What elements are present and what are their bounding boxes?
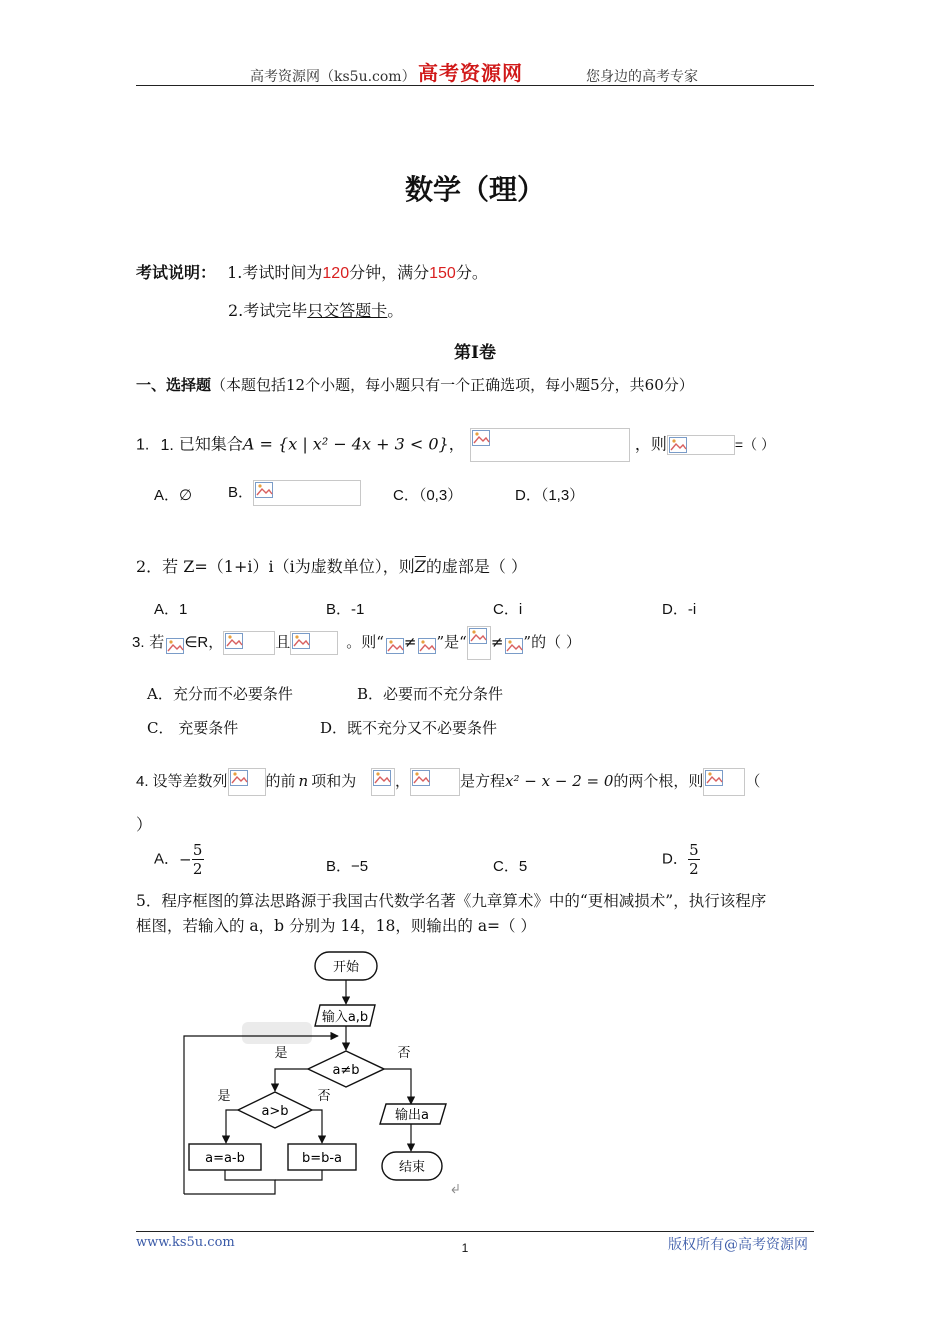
question-4-closing-paren: ） <box>136 815 153 834</box>
flowchart-cond2-label: a>b <box>261 1104 289 1119</box>
exam-notes-line1: 考试说明： 1.考试时间为120分钟，满分150分。 <box>136 263 488 282</box>
image-placeholder-q3-var <box>164 633 184 653</box>
image-placeholder-option-b <box>253 480 361 506</box>
broken-image-icon <box>386 638 404 654</box>
volume-heading: 第Ⅰ卷 <box>454 343 496 363</box>
broken-image-icon <box>373 770 391 786</box>
flowchart-end-label: 结束 <box>398 1160 426 1175</box>
blurred-mark <box>242 1022 312 1044</box>
image-placeholder-set-b <box>470 428 630 462</box>
image-placeholder-q4-s <box>371 768 395 796</box>
image-placeholder-q3-e <box>467 626 491 660</box>
flowchart-input-label: 输入a,b <box>321 1010 369 1025</box>
q1-option-d: D．（1,3） <box>515 487 585 504</box>
exam-time: 120 <box>322 265 350 282</box>
broken-image-icon <box>469 628 487 644</box>
notes-label: 考试说明： <box>136 263 217 282</box>
flowchart-assign-a-label: a=a-b <box>205 1151 245 1166</box>
flowchart-assign-b-label: b=b-a <box>301 1151 343 1166</box>
question-1: 1. 1. 已知集合A = {x | x² − 4x + 3 < 0}， ，则 =（ ） <box>136 428 775 462</box>
broken-image-icon <box>418 638 436 654</box>
exam-score: 150 <box>429 265 456 282</box>
broken-image-icon <box>230 770 248 786</box>
q2-option-d: D．-i <box>662 601 697 618</box>
q3-option-c: C． 充要条件 <box>147 719 239 737</box>
image-placeholder-q3-b <box>290 631 338 655</box>
image-placeholder-q4-ask <box>703 768 745 796</box>
question-3: 3. 若 ∈R， 且 。则“ ≠ ”是“ ≠ ”的（ ） <box>132 626 581 660</box>
exam-notes-line2: 2.考试完毕只交答题卡。 <box>228 301 404 320</box>
header-left: 高考资源网（ks5u.com） <box>250 69 416 85</box>
image-placeholder-q3-c <box>384 633 404 653</box>
section-heading: 一、选择题（本题包括12个小题，每小题只有一个正确选项，每小题5分，共60分） <box>136 376 694 394</box>
flowchart-no2-label: 否 <box>317 1089 331 1104</box>
q4-option-a: A．− $\frac{5}{2}$ <box>154 841 203 878</box>
broken-image-icon <box>705 770 723 786</box>
broken-image-icon <box>505 638 523 654</box>
header-logo: 高考资源网 <box>418 61 523 85</box>
q4-option-c: C．5 <box>493 858 528 875</box>
footer-right: 版权所有@高考资源网 <box>668 1237 808 1253</box>
footer-rule <box>136 1231 814 1232</box>
header-right: 您身边的高考专家 <box>586 69 698 85</box>
image-placeholder-q3-a <box>223 631 275 655</box>
broken-image-icon <box>166 638 184 654</box>
question-5-line2: 框图，若输入的 a，b 分别为 14，18，则输出的 a=（ ） <box>136 917 536 935</box>
q1-option-a: A．∅ <box>154 486 193 504</box>
paragraph-return-icon <box>452 1184 458 1193</box>
flowchart-no1-label: 否 <box>397 1046 411 1061</box>
image-placeholder-set-op <box>667 435 735 455</box>
q2-option-a: A．1 <box>154 601 188 618</box>
flowchart <box>170 944 470 1200</box>
q3-option-a: A．充分而不必要条件 <box>147 685 293 703</box>
broken-image-icon <box>669 437 687 453</box>
broken-image-icon <box>412 770 430 786</box>
q1-option-b: B． <box>228 480 361 506</box>
flowchart-output-label: 输出a <box>395 1108 429 1123</box>
broken-image-icon <box>255 482 273 498</box>
question-2: 2．若 Z=（1+i）i（i为虚数单位），则$\overline{Z}$的虚部是（ ） <box>136 557 527 576</box>
question-5-line1: 5．程序框图的算法思路源于我国古代数学名著《九章算术》中的“更相减损术”，执行该程序 <box>136 892 767 910</box>
page-title: 数学（理） <box>404 173 545 206</box>
quadratic-equation: x² − x − 2 = 0 <box>505 772 614 790</box>
q3-option-d: D．既不充分又不必要条件 <box>320 719 498 737</box>
image-placeholder-q4-seq <box>228 768 266 796</box>
flowchart-start-label: 开始 <box>332 960 360 975</box>
footer-left-link[interactable]: www.ks5u.com <box>136 1235 235 1250</box>
flowchart-yes1-label: 是 <box>274 1046 288 1061</box>
z-conjugate: $\overline{Z}$ <box>414 557 426 576</box>
q3-option-b: B．必要而不充分条件 <box>357 685 504 703</box>
image-placeholder-q4-t <box>410 768 460 796</box>
page-number: 1 <box>461 1241 469 1255</box>
question-4: 4. 设等差数列 的前 n 项和为 ， 是方程x² − x − 2 = 0的两个根，则 （ <box>136 768 760 796</box>
q4-option-d: D． $\frac{5}{2}$ <box>662 841 699 878</box>
broken-image-icon <box>292 633 310 649</box>
q2-option-b: B．-1 <box>326 601 365 618</box>
broken-image-icon <box>472 430 490 446</box>
q4-option-b: B．−5 <box>326 858 369 875</box>
q2-option-c: C．i <box>493 601 523 618</box>
set-a-formula: A = {x | x² − 4x + 3 < 0} <box>242 434 449 454</box>
image-placeholder-q3-d <box>416 633 436 653</box>
header-rule <box>136 85 814 86</box>
flowchart-cond1-label: a≠b <box>332 1063 360 1078</box>
flowchart-yes2-label: 是 <box>217 1089 231 1104</box>
broken-image-icon <box>225 633 243 649</box>
image-placeholder-q3-f <box>503 633 523 653</box>
q1-option-c: C．（0,3） <box>393 487 463 504</box>
